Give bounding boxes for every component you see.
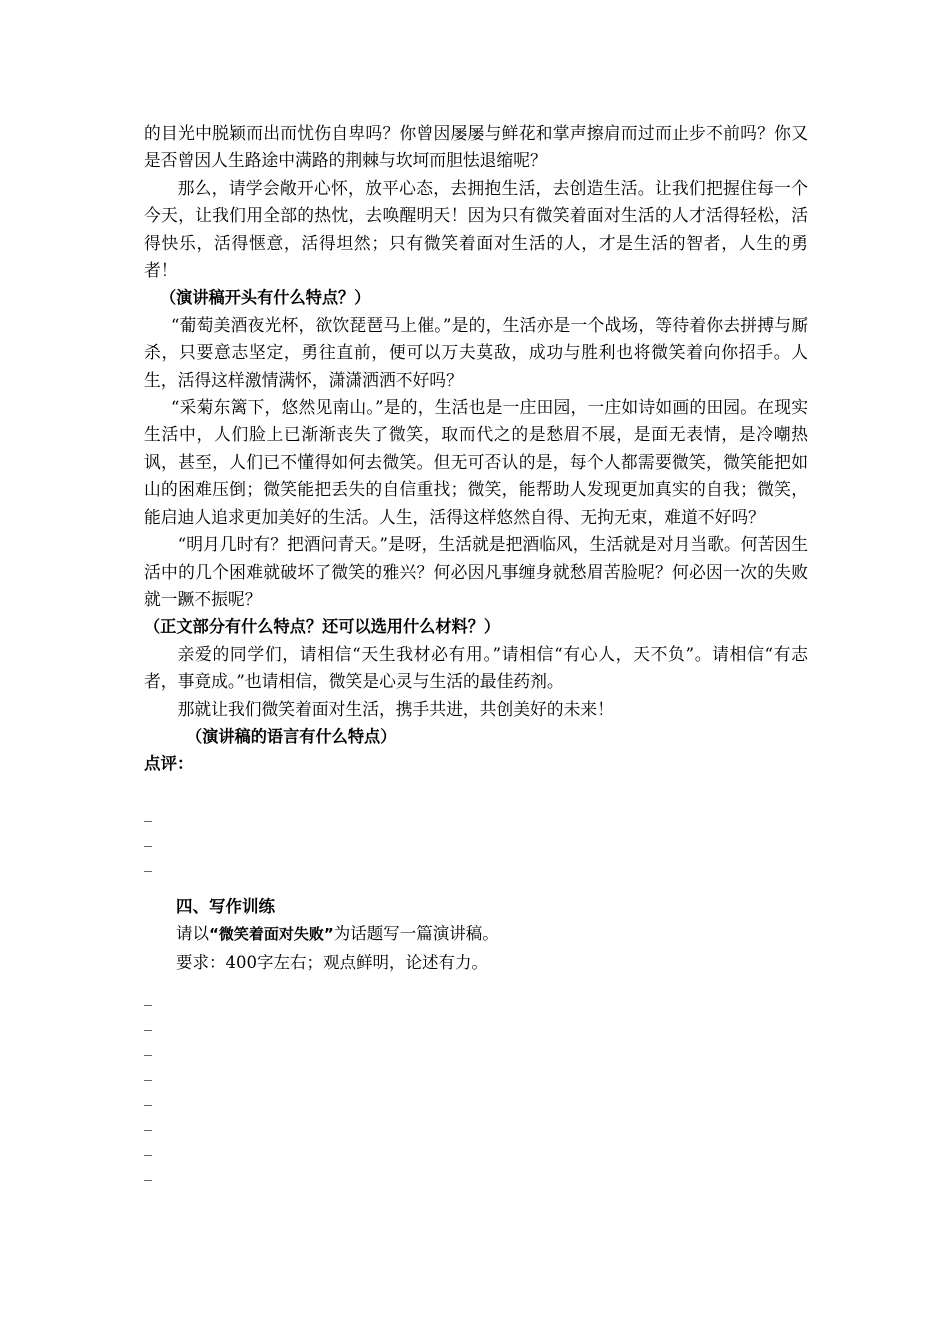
blank-line: _ (144, 1011, 152, 1031)
question-language: （演讲稿的语言有什么特点） (186, 726, 397, 746)
task-prefix: 请以 (176, 924, 209, 944)
comment-blank-lines (144, 800, 808, 875)
paragraph-1: 的目光中脱颖而出而忧伤自卑吗？你曾因屡屡与鲜花和掌声擦肩而过而止步不前吗？你又是否曾因人生路途中满路的荆棘与坎坷而胆怯退缩呢？ (144, 123, 808, 171)
blank-line: _ (144, 1111, 152, 1131)
comment-label: 点评： (144, 754, 194, 774)
question-body: （正文部分有什么特点？还可以选用什么材料？） (144, 617, 501, 637)
blank-line: _ (144, 802, 152, 822)
task-suffix: 为话题写一篇演讲稿。 (333, 924, 499, 944)
writing-task (144, 920, 808, 948)
blank-line: _ (144, 852, 152, 872)
writing-requirement: 要求：400字左右；观点鲜明，论述有力。 (176, 952, 488, 972)
paragraph-5: “明月几时有？把酒问青天。”是呀，生活就是把酒临风，生活就是对月当歌。何苦因生活中的几个困难就破坏了微笑的雅兴？何必因凡事缠身就愁眉苦脸呢？何必因一次的失败就一蹶不振呢？ (144, 534, 808, 609)
section-title: 四、写作训练 (176, 896, 275, 916)
paragraph-4: “采菊东篱下，悠然见南山。”是的，生活也是一庄田园，一庄如诗如画的田园。在现实生活中，人们脸上已渐渐丧失了微笑，取而代之的是愁眉不展，是面无表情，是冷嘲热讽，甚至，人们已不懂得如何去微笑。但无可否认的是，每个人都需要微笑，微笑能把如山的困难压倒；微笑能把丢失的自信重找；微笑，能帮助人发现更加真实的自我；微笑，能启迪人追求更加美好的生活。人生，活得这样悠然自得、无拘无束，难道不好吗？ (144, 397, 808, 527)
question-opening: （演讲稿开头有什么特点？） (160, 288, 371, 308)
paragraph-2: 那么，请学会敞开心怀，放平心态，去拥抱生活，去创造生活。让我们把握住每一个今天，让我们用全部的热忱，去唤醒明天！因为只有微笑着面对生活的人才活得轻松，活得快乐，活得惬意，活得坦然；只有微笑着面对生活的人，才是生活的智者，人生的勇者！ (144, 177, 808, 281)
writing-blank-lines (144, 984, 808, 1184)
paragraph-6: 亲爱的同学们，请相信“天生我材必有用。”请相信“有心人，天不负”。请相信“有志者，事竟成。”也请相信，微笑是心灵与生活的最佳药剂。 (144, 643, 808, 692)
blank-line: _ (144, 1061, 152, 1081)
blank-line: _ (144, 1136, 152, 1156)
blank-line: _ (144, 1161, 152, 1181)
task-topic: “微笑着面对失败” (209, 925, 334, 944)
blank-line: _ (144, 986, 152, 1006)
paragraph-7: 那就让我们微笑着面对生活，携手共进，共创美好的未来！ (177, 698, 614, 719)
blank-line: _ (144, 827, 152, 847)
blank-line: _ (144, 1086, 152, 1106)
document-page (144, 120, 808, 1184)
paragraph-3: “葡萄美酒夜光杯，欲饮琵琶马上催。”是的，生活亦是一个战场，等待着你去拼搏与厮杀，只要意志坚定，勇往直前，便可以万夫莫敌，成功与胜利也将微笑着向你招手。人生，活得这样激情满怀，潇潇洒洒不好吗？ (144, 314, 808, 390)
blank-line: _ (144, 1036, 152, 1056)
